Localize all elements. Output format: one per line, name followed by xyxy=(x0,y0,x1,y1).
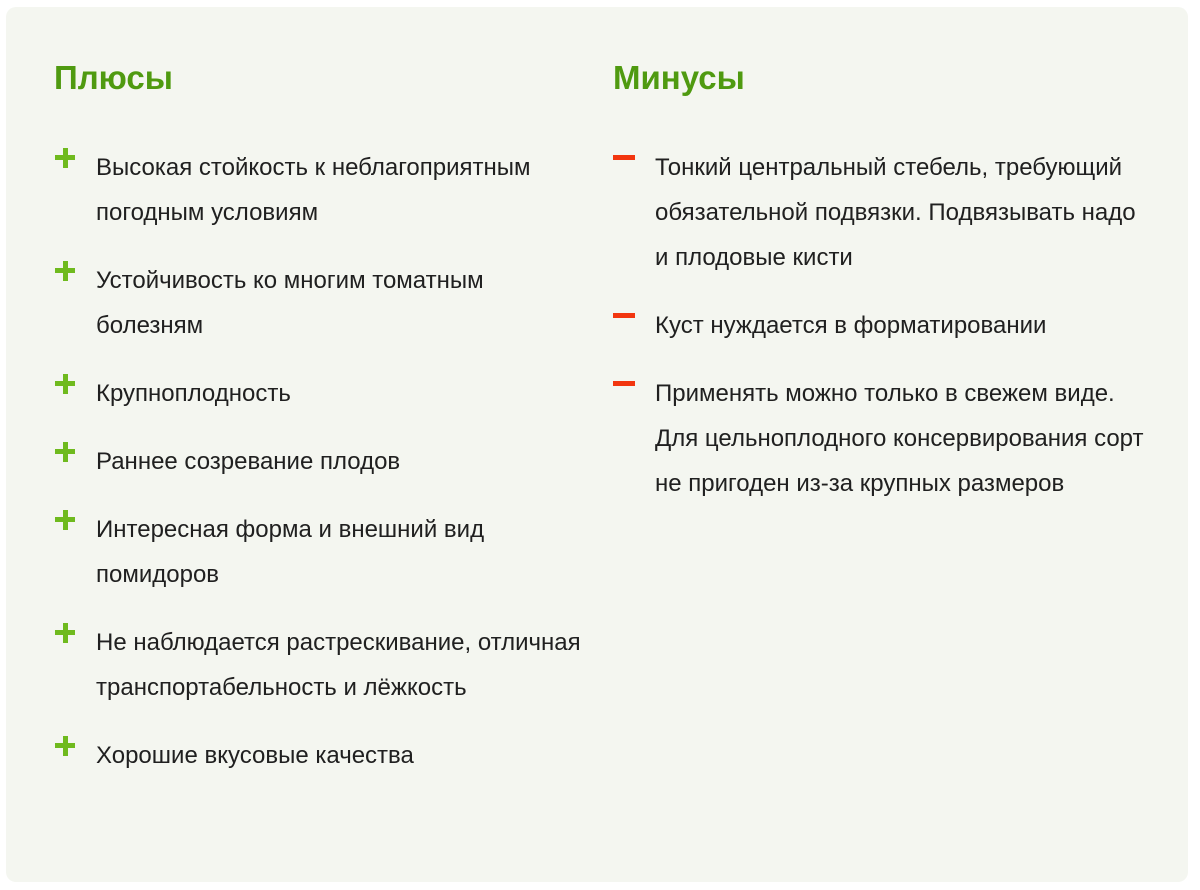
pros-item-text: Раннее созревание плодов xyxy=(96,448,401,475)
cons-item xyxy=(613,145,1150,280)
plus-icon xyxy=(54,733,76,757)
pros-list xyxy=(54,145,586,801)
pros-item-text: Хорошие вкусовые качества xyxy=(96,742,414,769)
pros-item xyxy=(54,507,586,597)
plus-icon xyxy=(54,507,76,531)
pros-item-text: Крупноплодность xyxy=(96,380,291,407)
pros-item xyxy=(54,371,586,416)
cons-list xyxy=(613,145,1150,529)
cons-title: Минусы xyxy=(613,59,745,96)
plus-icon xyxy=(54,371,76,395)
cons-item xyxy=(613,371,1150,506)
cons-item-text: Применять можно только в свежем виде. Для цельноплодного консервирования сорт не пригоден из-за крупных размеров xyxy=(655,380,1144,497)
plus-icon xyxy=(54,439,76,463)
pros-item xyxy=(54,620,586,710)
pros-item xyxy=(54,258,586,348)
pros-item xyxy=(54,439,586,484)
minus-icon xyxy=(613,145,635,169)
pros-item-text: Высокая стойкость к неблагоприятным погодным условиям xyxy=(96,154,531,226)
plus-icon xyxy=(54,258,76,282)
cons-item-text: Тонкий центральный стебель, требующий обязательной подвязки. Подвязывать надо и плодовые кисти xyxy=(655,154,1136,271)
cons-item-text: Куст нуждается в форматировании xyxy=(655,312,1047,339)
minus-icon xyxy=(613,303,635,327)
minus-icon xyxy=(613,371,635,395)
pros-item-text: Интересная форма и внешний вид помидоров xyxy=(96,516,485,588)
plus-icon xyxy=(54,145,76,169)
cons-item xyxy=(613,303,1150,348)
pros-item-text: Устойчивость ко многим томатным болезням xyxy=(96,267,484,339)
pros-item xyxy=(54,145,586,235)
pros-item xyxy=(54,733,586,778)
plus-icon xyxy=(54,620,76,644)
pros-cons-card xyxy=(6,7,1188,882)
pros-title: Плюсы xyxy=(54,59,173,96)
pros-item-text: Не наблюдается растрескивание, отличная транспортабельность и лёжкость xyxy=(96,629,581,701)
